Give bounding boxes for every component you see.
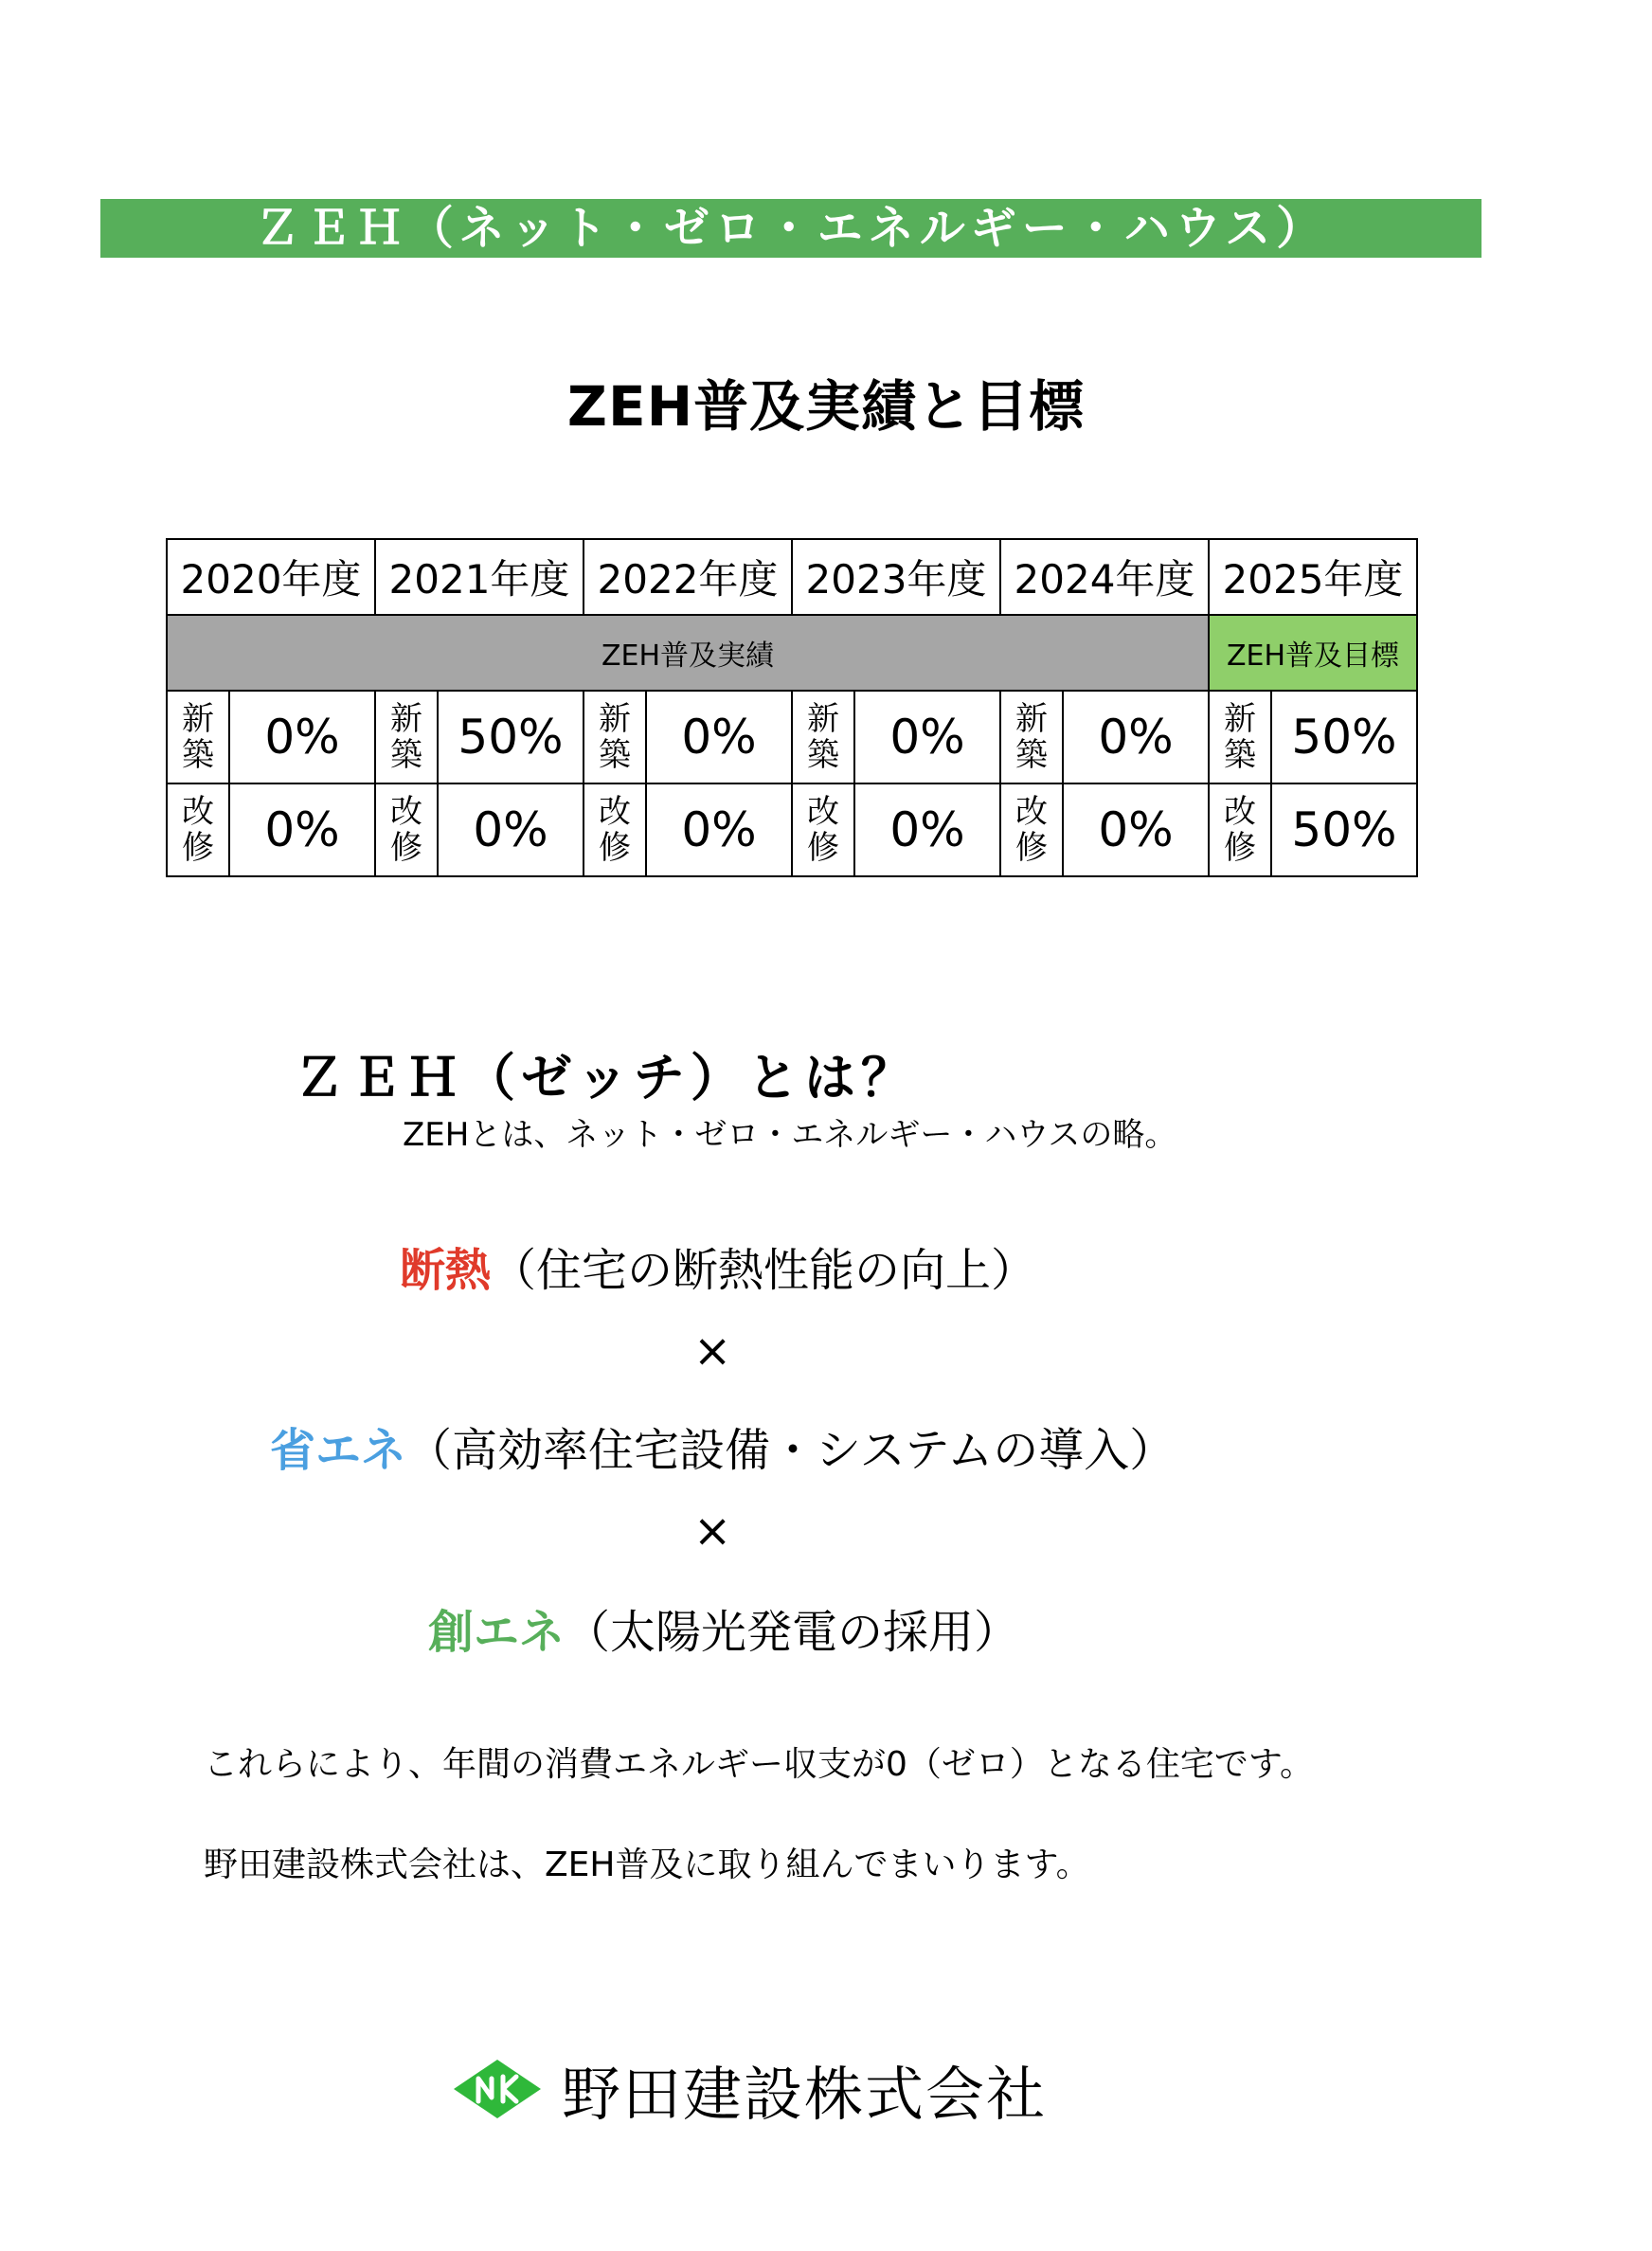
zeh-results-table [166, 538, 1418, 877]
creation-desc: （太陽光発電の採用） [565, 1606, 1020, 1659]
new-build-value: 0% [1063, 691, 1209, 783]
new-build-label: 新 築 [167, 691, 229, 783]
renovation-value: 0% [1063, 783, 1209, 876]
year-2021: 2021年度 [375, 539, 584, 615]
new-build-label: 新 築 [792, 691, 854, 783]
formula-energy-saving [0, 1414, 1652, 1479]
saving-keyword: 省エネ [270, 1424, 407, 1477]
paragraph-commitment: 野田建設株式会社は、ZEH普及に取り組んでまいります。 [204, 1846, 1090, 1884]
renovation-row [167, 783, 1417, 876]
new-build-value: 0% [229, 691, 375, 783]
renovation-value: 0% [229, 783, 375, 876]
page-title: ZEH普及実績と目標 [566, 374, 1086, 439]
renovation-label: 改 修 [1209, 783, 1271, 876]
new-build-row [167, 691, 1417, 783]
renovation-label: 改 修 [1000, 783, 1063, 876]
company-name: 野田建設株式会社 [562, 2059, 1048, 2129]
year-row [167, 539, 1417, 615]
new-build-label: 新 築 [1000, 691, 1063, 783]
header-banner: ＺＥＨ（ネット・ゼロ・エネルギー・ハウス） [100, 199, 1481, 258]
year-2020: 2020年度 [167, 539, 375, 615]
target-label: ZEH普及目標 [1209, 615, 1417, 691]
renovation-value: 0% [438, 783, 584, 876]
category-row [167, 615, 1417, 691]
renovation-label: 改 修 [584, 783, 646, 876]
what-is-zeh-subtext: ZEHとは、ネット・ゼロ・エネルギー・ハウスの略。 [403, 1116, 1177, 1154]
formula-insulation [0, 1234, 1652, 1299]
new-build-value: 50% [1271, 691, 1417, 783]
year-2025: 2025年度 [1209, 539, 1417, 615]
company-logo-icon [450, 2056, 545, 2122]
year-2024: 2024年度 [1000, 539, 1209, 615]
new-build-label: 新 築 [1209, 691, 1271, 783]
renovation-label: 改 修 [792, 783, 854, 876]
new-build-value: 0% [854, 691, 1000, 783]
renovation-value: 50% [1271, 783, 1417, 876]
creation-keyword: 創エネ [428, 1606, 566, 1659]
formula-energy-creation [0, 1595, 1652, 1661]
results-label: ZEH普及実績 [167, 615, 1209, 691]
renovation-label: 改 修 [375, 783, 438, 876]
renovation-value: 0% [646, 783, 792, 876]
saving-desc: （高効率住宅設備・システムの導入） [406, 1424, 1176, 1477]
new-build-label: 新 築 [584, 691, 646, 783]
renovation-value: 0% [854, 783, 1000, 876]
year-2023: 2023年度 [792, 539, 1000, 615]
what-is-zeh-heading: ＺＥＨ（ゼッチ）とは？ [294, 1048, 918, 1107]
paragraph-zero-energy: これらにより、年間の消費エネルギー収支が0（ゼロ）となる住宅です。 [204, 1745, 1315, 1784]
insulation-desc: （住宅の断熱性能の向上） [491, 1244, 1037, 1297]
company-footer [450, 2037, 1047, 2141]
new-build-label: 新 築 [375, 691, 438, 783]
insulation-keyword: 断熱 [400, 1244, 492, 1297]
renovation-label: 改 修 [167, 783, 229, 876]
year-2022: 2022年度 [584, 539, 792, 615]
times-sign: × [693, 1504, 732, 1558]
times-sign: × [693, 1324, 732, 1378]
new-build-value: 50% [438, 691, 584, 783]
new-build-value: 0% [646, 691, 792, 783]
